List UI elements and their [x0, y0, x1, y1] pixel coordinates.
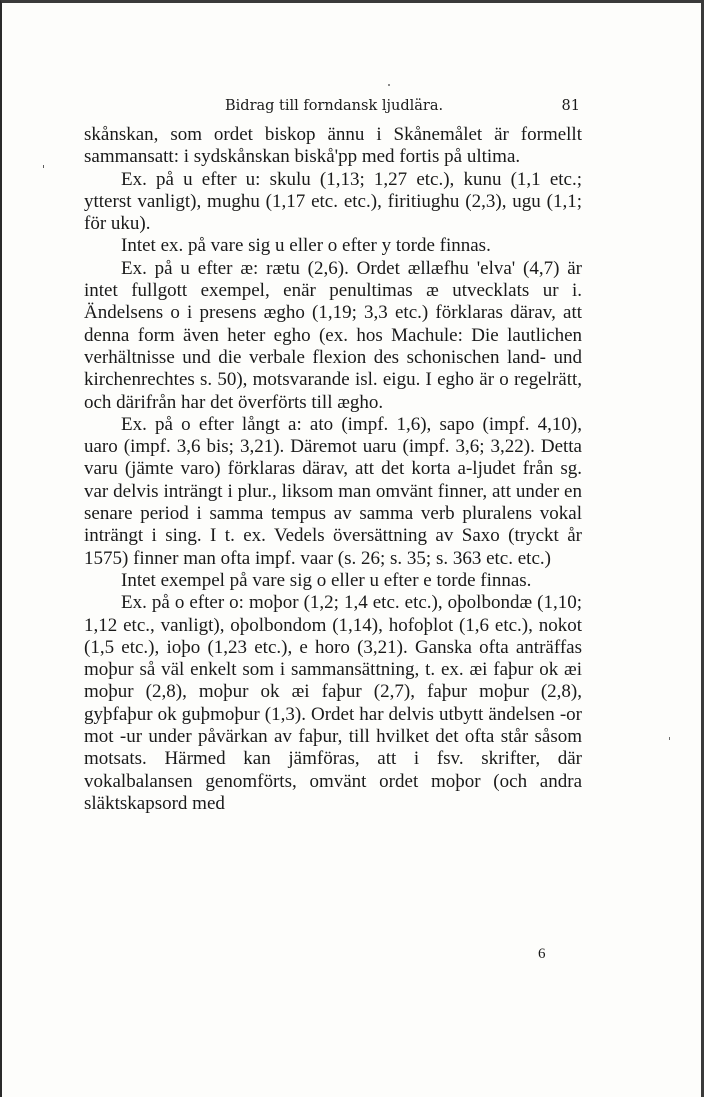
margin-mark-right: ' [668, 735, 672, 748]
paragraph: Ex. på o efter långt a: ato (impf. 1,6), sapo (impf. 4,10), uaro (impf. 3,6 bis; 3,21). Däremot uaru (impf. 3,6; 3,22). Detta varu (jämte varo) förklaras därav, att det korta a-ljudet från sg. var delvis inträngt i plur., liksom man omvänt finner, att under en senare period i samma tempus av samma verb pluralens vokal inträngt i sing. I t. ex. Vedels översättning av Saxo (tryckt år 1575) finner man ofta impf. vaar (s. 26; s. 35; s. 363 etc. etc.) [84, 413, 582, 569]
signature-mark: 6 [538, 946, 546, 962]
paragraph: Ex. på o efter o: moþor (1,2; 1,4 etc. etc.), oþolbondæ (1,10; 1,12 etc., vanligt), oþolbondom (1,14), hofoþlot (1,6 etc.), nokot (1,5 etc.), ioþo (1,23 etc.), e horo (3,21). Ganska ofta anträffas moþur så väl enkelt som i sammansättning, t. ex. æi faþur ok æi moþur (2,8), moþur ok æi faþur (2,7), faþur moþur (2,8), gyþfaþur ok guþmoþur (1,3). Ordet har delvis utbytt ändelsen -or mot -ur under påvärkan av faþur, till hvilket det ofta står såsom motsats. Härmed kan jämföras, att i fsv. skrifter, där vokalbalansen genomförts, omvänt ordet moþor (och andra släktskapsord med [84, 592, 582, 814]
running-title: Bidrag till forndansk ljudlära. [225, 98, 444, 114]
paragraph: skånskan, som ordet biskop ännu i Skånemålet är formellt sammansatt: i sydskånskan biskå'pp med fortis på ultima. [84, 124, 582, 168]
page-number: 81 [561, 98, 580, 114]
paragraph: Intet ex. på vare sig u eller o efter y torde finnas. [121, 235, 491, 257]
running-header [84, 98, 580, 124]
speck [388, 84, 390, 86]
body-text [84, 124, 582, 815]
paragraph: Ex. på u efter u: skulu (1,13; 1,27 etc.), kunu (1,1 etc.; ytterst vanligt), mughu (1,17 etc. etc.), firitiughu (2,3), ugu (1,1; för uku). [84, 168, 582, 235]
paragraph: Intet exempel på vare sig o eller u efter e torde finnas. [121, 569, 532, 591]
paragraph: Ex. på u efter æ: rætu (2,6). Ordet ællæfhu 'elva' (4,7) är intet fullgott exempel, enär penultimas æ utvecklats ur i. Ändelsens o i presens ægho (1,19; 3,3 etc.) förklaras därav, att denna form även heter egho (ex. hos Machule: Die lautlichen verhältnisse und die verbale flexion des schonischen land- und kirchenrechtes s. 50), motsvarande isl. eigu. I egho är o regelrätt, och därifrån har det överförts till ægho. [84, 257, 582, 413]
margin-mark-left: ' [42, 163, 46, 176]
